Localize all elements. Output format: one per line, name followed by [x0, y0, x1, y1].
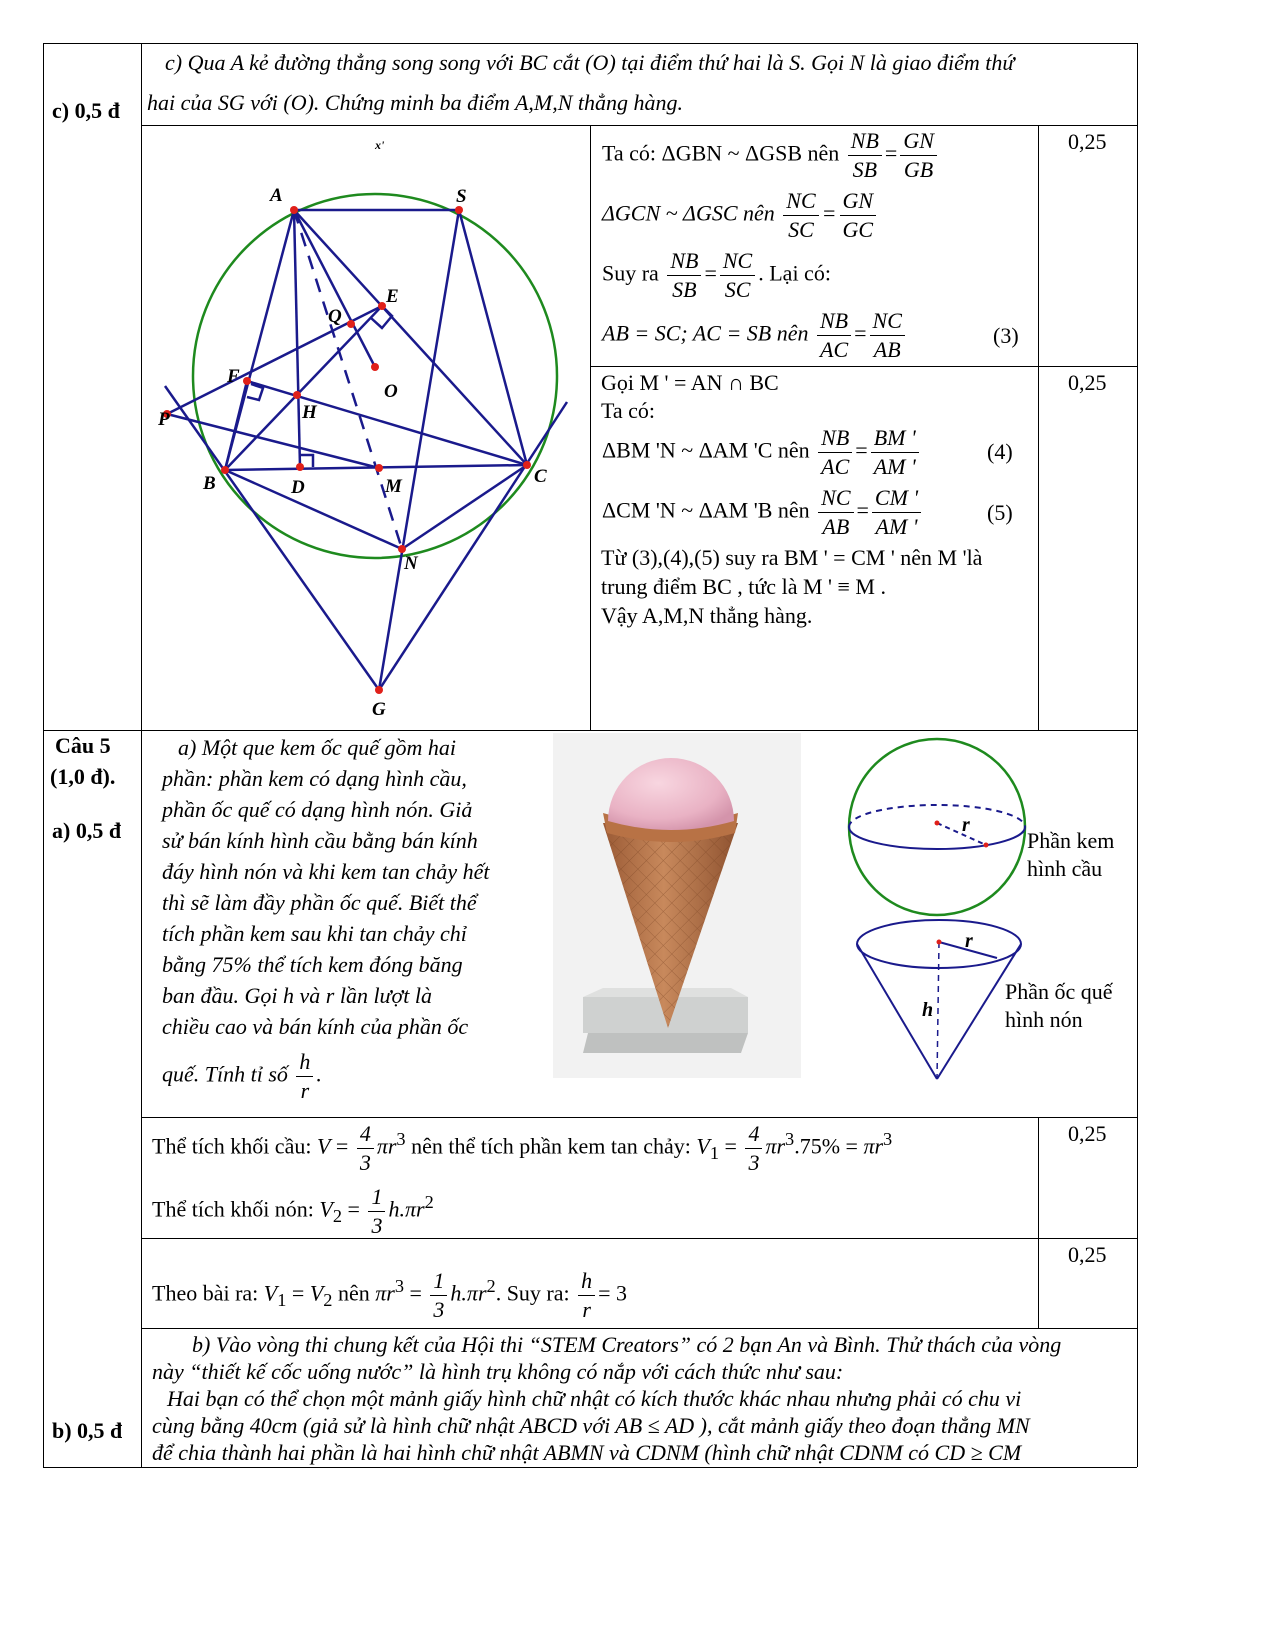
table-rule	[141, 43, 142, 1467]
score-c2: 0,25	[1068, 370, 1107, 395]
svg-text:F: F	[227, 366, 240, 387]
svg-text:B: B	[203, 473, 216, 494]
table-rule	[590, 125, 591, 730]
svg-text:A: A	[270, 185, 283, 206]
table-border-top	[43, 43, 1137, 44]
svg-text:N: N	[404, 553, 418, 574]
solution-a-line1: Thể tích khối cầu: V = $\frac{4}{3}$ $\pi r^3$ nên thể tích phần kem tan chảy: $V_1$ = $\frac{4}{3}$ $\pi r^3.75\% = \pi r^3$	[152, 1121, 893, 1175]
table-border-right	[1137, 43, 1138, 1467]
solution-a-line2: Thể tích khối nón: $V_2$ = $\frac{1}{3}$ $h.\pi r^2$	[152, 1184, 434, 1238]
proof-line-1: Ta có: ΔGBN ~ ΔGSB nên $\frac{NB}{SB}$ = $\frac{GN}{GB}$	[602, 127, 940, 184]
svg-text:r: r	[965, 930, 973, 952]
table-rule	[141, 1117, 1137, 1118]
sphere-cone-diagram	[840, 733, 1136, 1113]
svg-text:D: D	[291, 477, 305, 498]
svg-text:C: C	[534, 466, 547, 487]
geometry-figure	[143, 127, 589, 729]
svg-text:Phần ốc quế: Phần ốc quế	[1005, 979, 1113, 1004]
svg-text:H: H	[302, 402, 317, 423]
proof2-line-2: Ta có:	[601, 398, 656, 423]
equation-tag-5: (5)	[987, 500, 1013, 525]
problem-c-line2: hai của SG với (O). Chứng minh ba điểm A,M,N thẳng hàng.	[147, 90, 684, 115]
problem-c-line1: c) Qua A kẻ đường thẳng song song với BC cắt (O) tại điểm thứ hai là S. Gọi N là giao điểm thứ	[165, 50, 1015, 75]
equation-tag-4: (4)	[987, 439, 1013, 464]
proof2-line-4: ΔCM 'N ~ ΔAM 'B nên $\frac{NC}{AB}$ = $\frac{CM '}{AM '}$	[602, 484, 924, 541]
equation-tag-3: (3)	[993, 323, 1019, 348]
svg-text:S: S	[456, 186, 467, 207]
proof2-line-3: ΔBM 'N ~ ΔAM 'C nên $\frac{NB}{AC}$ = $\frac{BM '}{AM '}$	[602, 424, 922, 481]
table-border-bottom	[43, 1467, 1137, 1468]
label-x-prime: x'	[375, 138, 385, 152]
question-5-label: Câu 5	[55, 733, 111, 758]
proof-line-2: ΔGCN ~ ΔGSC nên $\frac{NC}{SC}$ = $\frac{GN}{GC}$	[602, 187, 879, 244]
svg-text:M: M	[385, 476, 402, 497]
problem-b-text: b) Vào vòng thi chung kết của Hội thi “STEM Creators” có 2 bạn An và Bình. Thử thách của vòng này “thiết kế cốc uống nước” là hình trụ không có nắp với cách thức như sau: Hai bạn có thể chọn một mảnh giấy hình chữ nhật có kích thước khác nhau nhưng phải có chu vi cùng bằng 40cm (giả sử là hình chữ nhật ABCD với AB ≤ AD ), cắt mảnh giấy theo đoạn thẳng MN để chia thành hai phần là hai hình chữ nhật ABMN và CDNM (hình chữ nhật CDNM có CD ≥ CM	[152, 1332, 1062, 1465]
svg-text:hình nón: hình nón	[1005, 1007, 1083, 1032]
solution-a-line3: Theo bài ra: $V_1 = V_2$ nên $\pi r^3$ = $\frac{1}{3}$ $h.\pi r^2$. Suy ra: $\frac{h}{r}$ = 3	[152, 1268, 628, 1322]
table-rule	[141, 1328, 1137, 1329]
problem-a-text: a) Một que kem ốc quế gồm hai phần: phần kem có dạng hình cầu, phần ốc quế có dạng hình nón. Giả sử bán kính hình cầu bằng bán kính đáy hình nón và khi kem tan chảy hết thì sẽ làm đầy phần ốc quế. Biết thể tích phần kem sau khi tan chảy chỉ bằng 75% thể tích kem đóng băng ban đầu. Gọi h và r lần lượt là chiều cao và bán kính của phần ốc quế. Tính tỉ số $\frac{h}{r}$ .	[162, 735, 490, 1103]
proof2-line-7: Vậy A,M,N thẳng hàng.	[601, 603, 813, 628]
score-label-a: a) 0,5 đ	[52, 818, 122, 843]
score-label-b: b) 0,5 đ	[52, 1418, 123, 1443]
question-5-points: (1,0 đ).	[50, 764, 116, 789]
svg-text:h: h	[922, 999, 934, 1021]
proof-line-3: Suy ra $\frac{NB}{SB}$ = $\frac{NC}{SC}$ . Lại có:	[602, 248, 831, 302]
svg-text:O: O	[384, 381, 398, 402]
proof2-line-6: trung điểm BC , tức là M ' ≡ M .	[601, 574, 886, 599]
table-rule	[43, 730, 1137, 731]
svg-text:Phần kem: Phần kem	[1027, 828, 1115, 853]
ice-cream-photo	[553, 733, 801, 1078]
svg-text:r: r	[962, 814, 970, 836]
score-a1: 0,25	[1068, 1121, 1107, 1146]
table-rule	[1038, 125, 1039, 730]
svg-text:Q: Q	[328, 306, 342, 327]
svg-text:P: P	[158, 409, 170, 430]
proof2-line-1: Gọi M ' = AN ∩ BC	[601, 370, 779, 395]
score-label-c: c) 0,5 đ	[52, 98, 120, 123]
svg-text:G: G	[372, 699, 386, 720]
proof2-line-5: Từ (3),(4),(5) suy ra BM ' = CM ' nên M 'là	[601, 545, 983, 570]
table-border-left	[43, 43, 44, 1467]
proof-line-4: AB = SC; AC = SB nên $\frac{NB}{AC}$ = $\frac{NC}{AB}$	[602, 307, 908, 364]
score-c1: 0,25	[1068, 129, 1107, 154]
sphere	[849, 739, 1025, 915]
table-rule	[141, 125, 1137, 126]
table-rule	[1038, 1117, 1039, 1328]
score-a2: 0,25	[1068, 1242, 1107, 1267]
table-rule	[590, 366, 1137, 367]
svg-text:hình cầu: hình cầu	[1027, 856, 1103, 881]
svg-text:E: E	[386, 286, 399, 307]
